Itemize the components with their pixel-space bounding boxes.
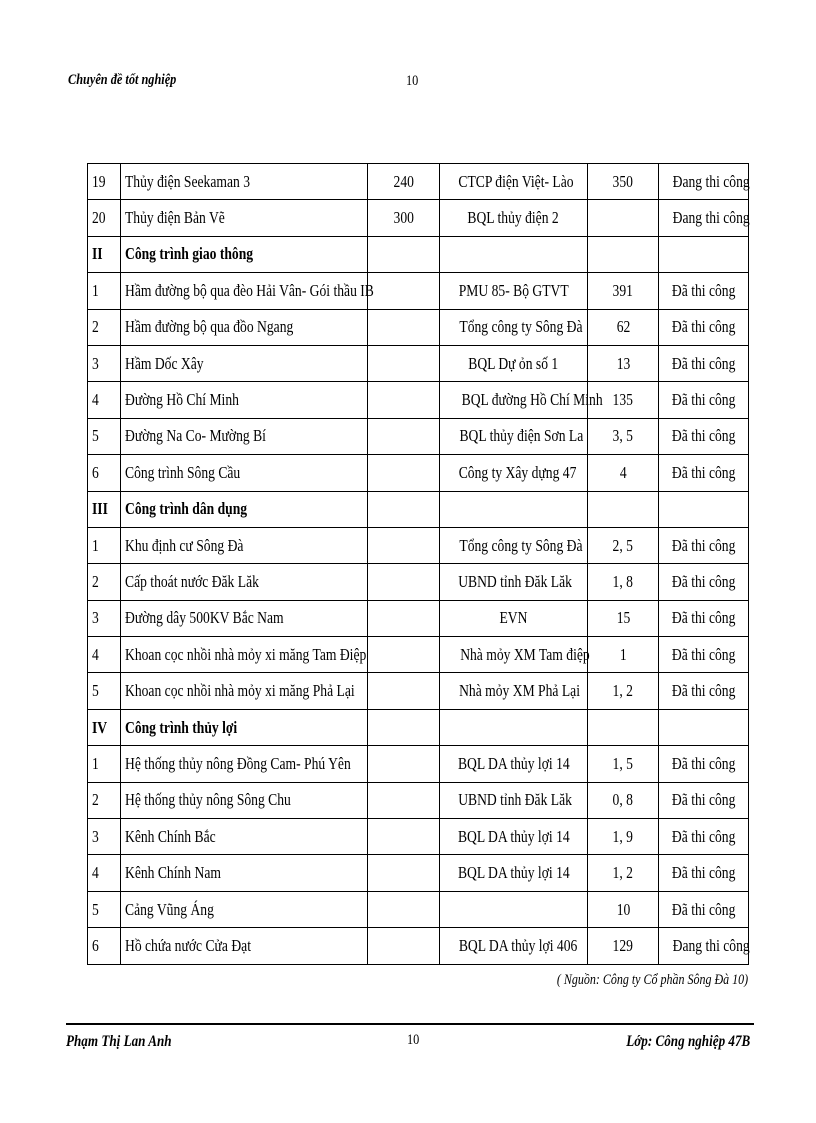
cell-investor <box>440 782 588 818</box>
footer-divider <box>66 1023 754 1025</box>
cell-investor <box>440 928 588 964</box>
cell-text: Đã thi công <box>671 317 736 337</box>
cell-text: Hệ thống thủy nông Sông Chu <box>125 790 291 810</box>
cell-text: Công trình thủy lợi <box>125 717 238 737</box>
cell-stt <box>88 564 121 600</box>
cell-stt <box>88 709 121 745</box>
cell-text: 4 <box>92 863 99 883</box>
cell-value <box>588 782 659 818</box>
cell-value <box>588 891 659 927</box>
cell-stt <box>88 164 121 200</box>
cell-stt <box>88 418 121 454</box>
cell-text: Kênh Chính Nam <box>125 863 221 883</box>
table-row <box>88 164 749 200</box>
cell-project <box>121 236 368 272</box>
cell-text: Hồ chứa nước Cửa Đạt <box>125 935 251 955</box>
cell-text: Đã thi công <box>671 280 736 300</box>
cell-stt <box>88 600 121 636</box>
cell-project <box>121 709 368 745</box>
cell-project <box>121 746 368 782</box>
cell-capacity <box>368 673 440 709</box>
cell-value <box>588 928 659 964</box>
table-row <box>88 200 749 236</box>
cell-text: PMU 85- Bộ GTVT <box>458 280 569 300</box>
header-page-number: 10 <box>406 73 419 89</box>
cell-text: 1 <box>92 753 99 773</box>
table-row <box>88 273 749 309</box>
cell-value <box>588 819 659 855</box>
cell-text: BQL DA thủy lợi 14 <box>457 826 570 846</box>
cell-text: Đã thi công <box>671 535 736 555</box>
cell-text: BQL thủy điện 2 <box>467 208 560 228</box>
cell-text: 2, 5 <box>612 535 634 555</box>
cell-status <box>659 309 749 345</box>
project-table <box>87 163 749 965</box>
cell-stt <box>88 527 121 563</box>
cell-stt <box>88 309 121 345</box>
cell-text: 1, 9 <box>612 826 634 846</box>
cell-value <box>588 345 659 381</box>
cell-capacity <box>368 637 440 673</box>
cell-investor <box>440 491 588 527</box>
cell-text: Đã thi công <box>671 826 736 846</box>
cell-text: Hệ thống thủy nông Đồng Cam- Phú Yên <box>125 753 351 773</box>
cell-text: 350 <box>612 171 634 191</box>
cell-stt <box>88 673 121 709</box>
cell-text: 10 <box>616 899 630 919</box>
table-row <box>88 382 749 418</box>
cell-value <box>588 164 659 200</box>
cell-capacity <box>368 273 440 309</box>
cell-stt <box>88 455 121 491</box>
table-row <box>88 345 749 381</box>
cell-investor <box>440 527 588 563</box>
source-note: ( Nguồn: Công ty Cổ phần Sông Đà 10) <box>556 972 748 988</box>
cell-status <box>659 455 749 491</box>
cell-investor <box>440 564 588 600</box>
cell-text: Đang thi công <box>672 208 750 228</box>
cell-text: 4 <box>92 644 99 664</box>
cell-capacity <box>368 418 440 454</box>
cell-status <box>659 200 749 236</box>
cell-text: Đã thi công <box>671 462 736 482</box>
cell-stt <box>88 928 121 964</box>
cell-project <box>121 782 368 818</box>
cell-value <box>588 236 659 272</box>
table-row <box>88 236 749 272</box>
cell-capacity <box>368 709 440 745</box>
cell-investor <box>440 855 588 891</box>
cell-investor <box>440 600 588 636</box>
cell-text: Đã thi công <box>671 353 736 373</box>
cell-value <box>588 746 659 782</box>
cell-project <box>121 309 368 345</box>
cell-text: BQL Dự ỏn số 1 <box>468 353 559 373</box>
table-row <box>88 600 749 636</box>
cell-text: 129 <box>612 935 634 955</box>
cell-status <box>659 819 749 855</box>
cell-investor <box>440 273 588 309</box>
footer-author: Phạm Thị Lan Anh <box>66 1033 172 1050</box>
cell-text: 135 <box>612 390 634 410</box>
cell-project <box>121 273 374 309</box>
footer-page-number: 10 <box>407 1032 420 1048</box>
cell-text: 1, 2 <box>612 863 634 883</box>
cell-value <box>588 673 659 709</box>
cell-text: 1, 8 <box>612 571 634 591</box>
cell-text: Nhà mỏy XM Tam điệp <box>460 644 590 664</box>
cell-status <box>659 236 749 272</box>
cell-status <box>659 709 749 745</box>
table-row <box>88 637 749 673</box>
cell-investor <box>440 819 588 855</box>
cell-text: Công trình giao thông <box>125 244 254 264</box>
cell-status <box>659 418 749 454</box>
table-row <box>88 455 749 491</box>
cell-investor <box>440 309 588 345</box>
cell-text: Hầm Dốc Xây <box>125 353 204 373</box>
cell-status <box>659 273 749 309</box>
cell-value <box>588 455 659 491</box>
cell-project <box>121 527 368 563</box>
cell-text: 2 <box>92 317 99 337</box>
cell-value <box>588 273 659 309</box>
cell-capacity <box>368 345 440 381</box>
cell-capacity <box>368 855 440 891</box>
cell-status <box>659 928 749 964</box>
cell-text: Đã thi công <box>671 899 736 919</box>
table-row <box>88 491 749 527</box>
cell-capacity <box>368 746 440 782</box>
cell-text: Khoan cọc nhồi nhà mỏy xi măng Phả Lại <box>125 681 355 701</box>
cell-text: UBND tỉnh Đăk Lăk <box>458 790 572 810</box>
cell-investor <box>440 709 588 745</box>
cell-investor <box>440 673 588 709</box>
cell-stt <box>88 345 121 381</box>
cell-project <box>121 491 368 527</box>
cell-text: II <box>92 244 103 264</box>
cell-text: Đường dây 500KV Bắc Nam <box>125 608 284 628</box>
cell-status <box>659 855 749 891</box>
cell-stt <box>88 491 121 527</box>
cell-text: 1, 2 <box>612 681 634 701</box>
cell-project <box>121 200 368 236</box>
cell-capacity <box>368 309 440 345</box>
cell-text: Đang thi công <box>672 171 750 191</box>
cell-text: 6 <box>92 462 99 482</box>
cell-investor <box>440 746 588 782</box>
cell-stt <box>88 855 121 891</box>
cell-text: Cấp thoát nước Đăk Lăk <box>125 571 259 591</box>
cell-investor <box>440 345 588 381</box>
cell-status <box>659 600 749 636</box>
cell-status <box>659 891 749 927</box>
cell-text: 5 <box>92 426 99 446</box>
cell-text: Đã thi công <box>671 571 736 591</box>
table-row <box>88 891 749 927</box>
cell-investor <box>440 637 588 673</box>
cell-text: 20 <box>92 208 106 228</box>
cell-investor <box>440 382 603 418</box>
cell-text: 0, 8 <box>612 790 634 810</box>
cell-capacity <box>368 164 440 200</box>
cell-text: 1 <box>619 644 627 664</box>
cell-text: 1, 5 <box>612 753 634 773</box>
cell-text: Đã thi công <box>671 863 736 883</box>
cell-capacity <box>368 782 440 818</box>
cell-capacity <box>368 236 440 272</box>
cell-value <box>588 491 659 527</box>
cell-project <box>121 345 368 381</box>
cell-capacity <box>368 382 440 418</box>
cell-status <box>659 345 749 381</box>
cell-stt <box>88 782 121 818</box>
cell-investor <box>440 891 588 927</box>
cell-text: Kênh Chính Bắc <box>125 826 216 846</box>
cell-status <box>659 382 749 418</box>
cell-text: Hầm đường bộ qua đèo Hải Vân- Gói thầu IB <box>125 280 374 300</box>
table-row <box>88 527 749 563</box>
cell-value <box>588 637 659 673</box>
cell-investor <box>440 200 588 236</box>
cell-text: Đã thi công <box>671 644 736 664</box>
cell-text: 62 <box>616 317 630 337</box>
cell-text: BQL đường Hồ Chí Minh <box>461 390 603 410</box>
cell-status <box>659 564 749 600</box>
cell-stt <box>88 200 121 236</box>
cell-value <box>588 709 659 745</box>
cell-text: Đã thi công <box>671 426 736 446</box>
cell-value <box>588 418 659 454</box>
cell-status <box>659 782 749 818</box>
cell-project <box>121 673 368 709</box>
cell-status <box>659 164 749 200</box>
cell-text: BQL DA thủy lợi 406 <box>458 935 578 955</box>
cell-capacity <box>368 600 440 636</box>
cell-text: Khu định cư Sông Đà <box>125 535 244 555</box>
header-title: Chuyên đề tốt nghiệp <box>68 72 177 88</box>
cell-text: 5 <box>92 899 99 919</box>
cell-text: 3 <box>92 608 99 628</box>
cell-text: 6 <box>92 935 99 955</box>
cell-text: Đã thi công <box>671 790 736 810</box>
cell-text: Hầm đường bộ qua đồo Ngang <box>125 317 294 337</box>
cell-status <box>659 637 749 673</box>
cell-text: Cảng Vũng Áng <box>125 899 214 919</box>
cell-text: Đã thi công <box>671 390 736 410</box>
cell-text: 4 <box>92 390 99 410</box>
cell-stt <box>88 236 121 272</box>
cell-text: Đã thi công <box>671 608 736 628</box>
cell-project <box>121 928 368 964</box>
cell-stt <box>88 273 121 309</box>
table-row <box>88 782 749 818</box>
footer-class: Lớp: Công nghiệp 47B <box>625 1033 750 1050</box>
cell-status <box>659 673 749 709</box>
cell-project <box>121 455 368 491</box>
cell-text: EVN <box>499 608 528 628</box>
cell-text: UBND tỉnh Đăk Lăk <box>458 571 572 591</box>
cell-text: Công trình Sông Cầu <box>125 462 241 482</box>
cell-text: Đang thi công <box>672 935 750 955</box>
cell-capacity <box>368 819 440 855</box>
cell-text: Công ty Xây dựng 47 <box>458 462 577 482</box>
cell-stt <box>88 891 121 927</box>
cell-investor <box>440 236 588 272</box>
cell-capacity <box>368 928 440 964</box>
table-row <box>88 819 749 855</box>
table-row <box>88 746 749 782</box>
cell-project <box>121 891 368 927</box>
cell-value <box>588 600 659 636</box>
cell-project <box>121 382 368 418</box>
table-row <box>88 709 749 745</box>
cell-status <box>659 746 749 782</box>
cell-project <box>121 164 368 200</box>
cell-text: BQL DA thủy lợi 14 <box>457 863 570 883</box>
cell-project <box>121 855 368 891</box>
cell-capacity <box>368 491 440 527</box>
cell-text: 300 <box>393 208 414 228</box>
cell-value <box>588 309 659 345</box>
cell-text: 4 <box>619 462 627 482</box>
cell-text: 240 <box>393 171 414 191</box>
cell-text: Khoan cọc nhồi nhà mỏy xi măng Tam Điệp <box>125 644 367 664</box>
cell-text: III <box>92 499 108 519</box>
cell-text: Đã thi công <box>671 681 736 701</box>
cell-capacity <box>368 891 440 927</box>
cell-text: 391 <box>612 280 634 300</box>
cell-text: 3 <box>92 353 99 373</box>
table-row <box>88 564 749 600</box>
table-row <box>88 418 749 454</box>
cell-project <box>121 564 368 600</box>
cell-text: 1 <box>92 280 99 300</box>
cell-stt <box>88 637 121 673</box>
cell-status <box>659 527 749 563</box>
cell-investor <box>440 455 588 491</box>
cell-text: 2 <box>92 571 99 591</box>
cell-text: Nhà mỏy XM Phả Lại <box>459 681 580 701</box>
cell-capacity <box>368 527 440 563</box>
cell-value <box>588 564 659 600</box>
cell-text: IV <box>92 717 108 737</box>
cell-text: Thủy điện Bản Vẽ <box>125 208 225 228</box>
cell-text: 3 <box>92 826 99 846</box>
project-table-body <box>88 164 749 965</box>
cell-text: Đã thi công <box>671 753 736 773</box>
cell-text: 15 <box>616 608 630 628</box>
cell-text: 1 <box>92 535 99 555</box>
cell-text: Công trình dân dụng <box>125 499 248 519</box>
cell-project <box>121 418 368 454</box>
cell-investor <box>440 164 588 200</box>
cell-text: Thủy điện Seekaman 3 <box>125 171 251 191</box>
cell-text: 5 <box>92 681 99 701</box>
cell-project <box>121 600 368 636</box>
cell-status <box>659 491 749 527</box>
cell-value <box>588 200 659 236</box>
cell-text: BQL DA thủy lợi 14 <box>457 753 570 773</box>
cell-capacity <box>368 455 440 491</box>
cell-stt <box>88 819 121 855</box>
cell-text: Tổng công ty Sông Đà <box>459 535 583 555</box>
cell-text: 13 <box>616 353 630 373</box>
cell-text: CTCP điện Việt- Lào <box>458 171 574 191</box>
table-row <box>88 855 749 891</box>
table-row <box>88 928 749 964</box>
cell-capacity <box>368 564 440 600</box>
cell-text: 2 <box>92 790 99 810</box>
cell-investor <box>440 418 588 454</box>
cell-value <box>588 527 659 563</box>
cell-text: 19 <box>92 171 106 191</box>
cell-text: 3, 5 <box>612 426 634 446</box>
cell-capacity <box>368 200 440 236</box>
cell-project <box>121 637 368 673</box>
cell-stt <box>88 382 121 418</box>
table-row <box>88 309 749 345</box>
cell-project <box>121 819 368 855</box>
cell-stt <box>88 746 121 782</box>
cell-text: Tổng công ty Sông Đà <box>459 317 583 337</box>
cell-value <box>588 855 659 891</box>
cell-text: Đường Na Co- Mường Bí <box>125 426 266 446</box>
cell-text: Đường Hồ Chí Minh <box>125 390 239 410</box>
table-row <box>88 673 749 709</box>
cell-text: BQL thủy điện Sơn La <box>459 426 584 446</box>
